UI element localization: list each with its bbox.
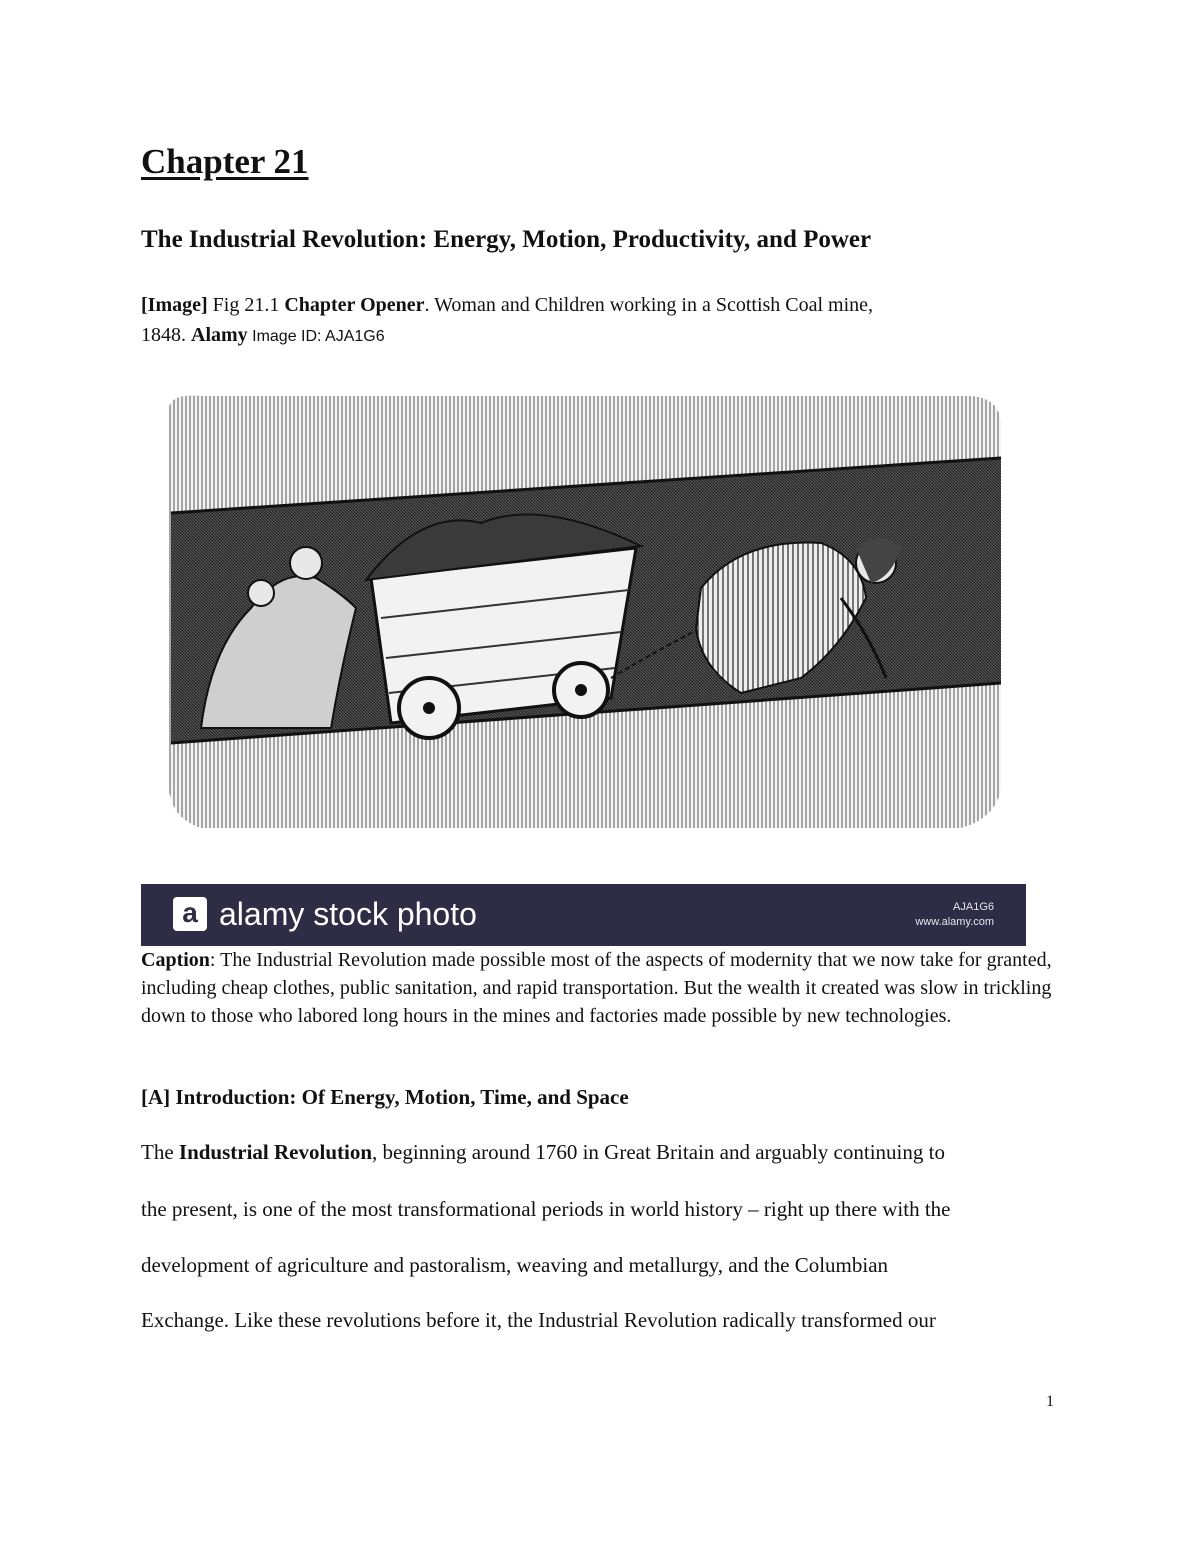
chapter-title: Chapter 21 <box>141 142 309 181</box>
figure-reference-line-2 <box>141 321 1071 351</box>
body-line-2: the present, is one of the most transformational periods in world history – right up there with the <box>141 1197 951 1221</box>
page-number: 1 <box>1046 1393 1054 1410</box>
section-heading: [A] Introduction: Of Energy, Motion, Time, and Space <box>141 1085 629 1109</box>
caption-text: : The Industrial Revolution made possible most of the aspects of modernity that we now take for granted, including cheap clothes, public sanitation, and rapid transportation. But the wealth it created was slow in trickling down to those who labored long hours in the mines and factories made possible by new technologies. <box>141 949 1052 1027</box>
body-line-4: Exchange. Like these revolutions before it, the Industrial Revolution radically transformed our <box>141 1308 936 1332</box>
industrial-revolution-term: Industrial Revolution <box>178 1140 373 1164</box>
chapter-subtitle: The Industrial Revolution: Energy, Motion, Productivity, and Power <box>141 226 872 253</box>
stock-url: www.alamy.com <box>915 916 994 928</box>
body-line-3: development of agriculture and pastoralism, weaving and metallurgy, and the Columbian <box>141 1253 889 1277</box>
figure-caption <box>141 946 1071 1030</box>
stock-photo-watermark-bar <box>141 884 1026 946</box>
alamy-logo-icon: a <box>173 897 207 931</box>
figure-image-id: Image ID: AJA1G6 <box>247 328 385 345</box>
stock-image-info <box>915 900 994 930</box>
chapter-opener-figure <box>141 348 1026 946</box>
chapter-opener-label: Chapter Opener <box>284 294 425 316</box>
figure-year: 1848. <box>141 324 191 346</box>
figure-reference-line-1 <box>141 291 1071 319</box>
stock-image-id: AJA1G6 <box>953 901 994 913</box>
stock-brand-text: alamy stock photo <box>219 896 477 932</box>
figure-description: . Woman and Children working in a Scottish Coal mine, <box>424 294 874 316</box>
body-line-1-rest: , beginning around 1760 in Great Britain and arguably continuing to <box>372 1140 945 1164</box>
figure-number: Fig 21.1 <box>207 294 285 316</box>
figure-source: Alamy <box>191 324 248 346</box>
caption-label: Caption <box>141 949 210 971</box>
body-line-1-prefix: The <box>141 1140 179 1164</box>
coal-mine-engraving <box>141 348 1026 884</box>
image-tag: [Image] <box>141 294 208 316</box>
body-line-1 <box>141 1140 945 1165</box>
